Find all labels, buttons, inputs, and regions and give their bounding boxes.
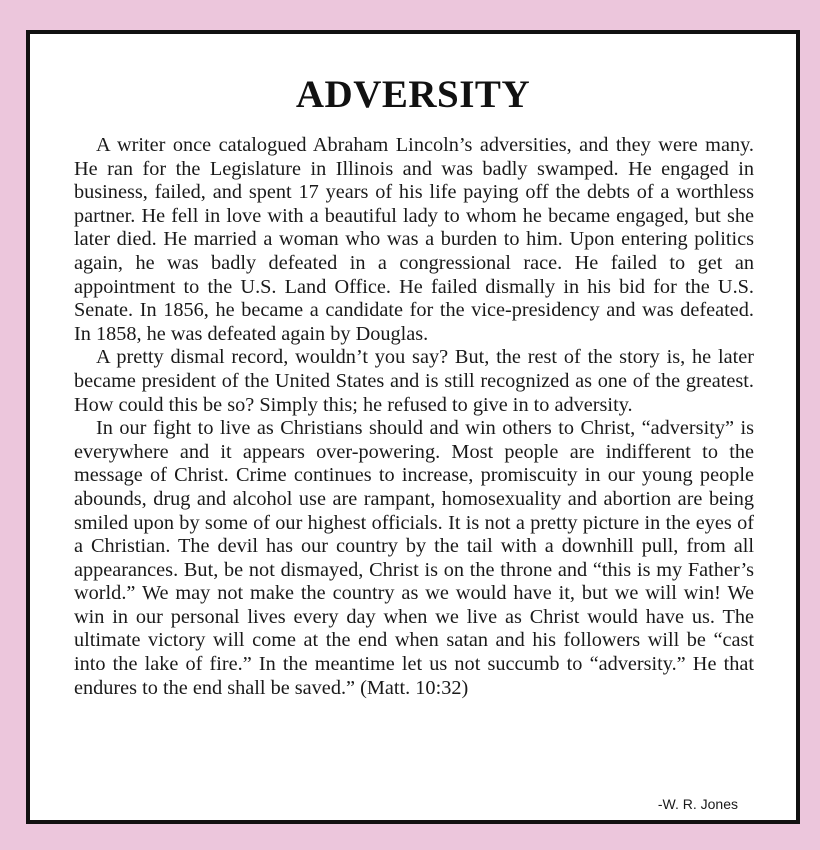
paragraph-2: A pretty dismal record, wouldn’t you say? But, the rest of the story is, he later became president of the United States and is still recognized as one of the greatest. How could this be so? Simply this; he refused to give in to adversity. — [74, 346, 754, 416]
article-title: ADVERSITY — [295, 73, 531, 116]
paragraph-1: A writer once catalogued Abraham Lincoln’s adversities, and they were many. He ran for the Legislature in Illinois and was badly swamped. He engaged in business, failed, and spent 17 years of his life paying off the debts of a worthless partner. He fell in love with a beautiful lady to whom he became engaged, but she later died. He married a woman who was a burden to him. Upon entering politics again, he was badly defeated in a congressional race. He failed to get an appointment to the U.S. Land Office. He failed dismally in his bid for the U.S. Senate. In 1856, he became a candidate for the vice-presidency and was defeated. In 1858, he was defeated again by Douglas. — [74, 134, 754, 345]
article-frame — [26, 30, 800, 824]
author-signature: -W. R. Jones — [657, 796, 738, 812]
paragraph-3: In our fight to live as Christians should and win others to Christ, “adversity” is everywhere and it appears over-powering. Most people are indifferent to the message of Christ. Crime continues to increase, promiscuity in our young people abounds, drug and alcohol use are rampant, homosexuality and abortion are being smiled upon by some of our highest officials. It is not a pretty picture in the eyes of a Christian. The devil has our country by the tail with a downhill pull, from all appearances. But, be not dismayed, Christ is on the throne and “this is my Father’s world.” We may not make the country as we would have it, but we will win! We win in our personal lives every day when we live as Christ would have us. The ultimate victory will come at the end when satan and his followers will be “cast into the lake of fire.” In the meantime let us not succumb to “adversity.” He that endures to the end shall be saved.” (Matt. 10:32) — [74, 417, 754, 699]
article-body — [74, 134, 754, 700]
